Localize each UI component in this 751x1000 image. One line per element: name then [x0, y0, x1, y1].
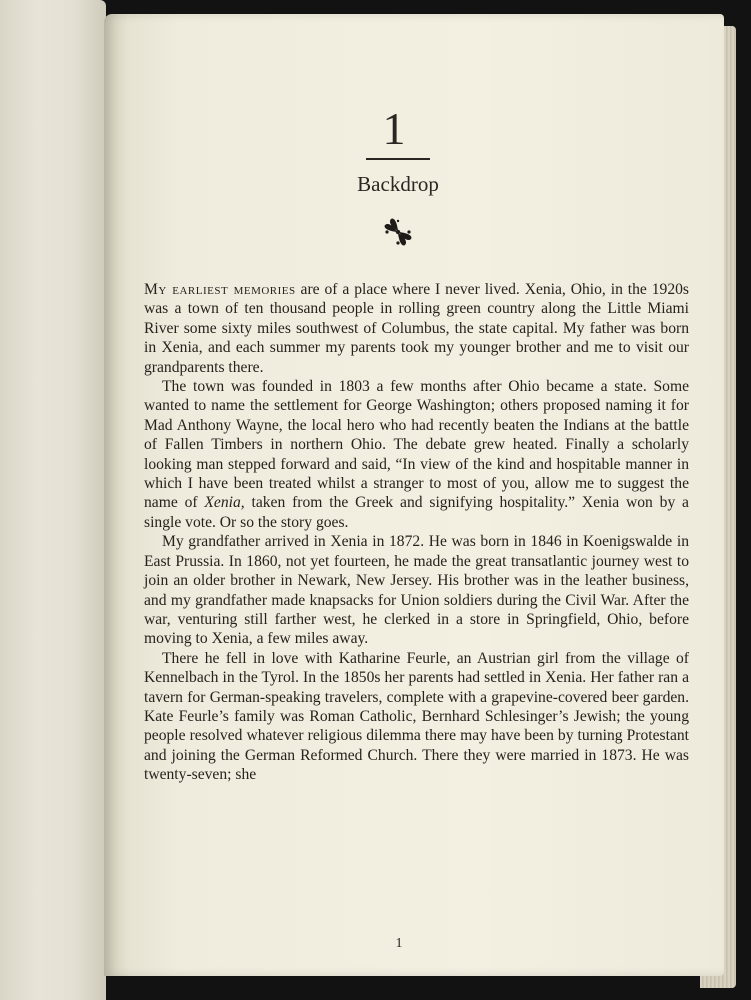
- paragraph-2-text-b: taken from the Greek and signifying hospitality.” Xenia won by a single vote. Or so the story goes.: [144, 494, 689, 531]
- chapter-body: [144, 280, 689, 785]
- paragraph-2: [144, 377, 689, 532]
- paragraph-4: There he fell in love with Katharine Feurle, an Austrian girl from the village of Kennelbach in the Tyrol. In the 1850s her parents had settled in Xenia. Her father ran a tavern for German-speaking travelers, complete with a grapevine-covered beer garden. Kate Feurle’s family was Roman Catholic, Bernhard Schlesinger’s Jewish; the young people resolved whatever religious dilemma there may have been by turning Protestant and joining the German Reformed Church. There they were married in 1873. He was twenty-seven; she: [144, 649, 689, 784]
- paragraph-3: My grandfather arrived in Xenia in 1872. He was born in 1846 in Koenigswalde in East Prussia. In 1860, not yet fourteen, he made the great transatlantic journey west to join an older brother in Newark, New Jersey. His brother was in the leather business, and my grandfather made knapsacks for Union soldiers during the Civil War. After the war, venturing still farther west, he clerked in a store in Springfield, Ohio, before moving to Xenia, a few miles away.: [144, 533, 689, 648]
- chapter-number: 1: [382, 103, 406, 154]
- chapter-rule: [366, 158, 430, 160]
- opening-smallcaps: My earliest memories: [144, 281, 296, 298]
- paragraph-1: [144, 280, 689, 377]
- paragraph-1-text: are of a place where I never lived. Xenia, Ohio, in the 1920s was a town of ten thousand people in rolling green country along the Little Miami River some sixty miles southwest of Columbus, the state capital. My father was born in Xenia, and each summer my parents took my younger brother and me to visit our grandparents there.: [144, 281, 689, 376]
- page-number: 1: [395, 936, 403, 951]
- paragraph-2-text-a: The town was founded in 1803 a few months after Ohio became a state. Some wanted to name the settlement for George Washington; others proposed naming it for Mad Anthony Wayne, the local hero who had recently beaten the Indians at the battle of Fallen Timbers in northern Ohio. The debate grew heated. Finally a scholarly looking man stepped forward and said, “In view of the kind and hospitable manner in which I have been treated whilst a stranger to most of you, allow me to suggest the name of: [144, 378, 689, 512]
- facing-page-left: [0, 0, 106, 1000]
- fleuron-icon: [382, 216, 414, 248]
- book-page: [104, 14, 724, 976]
- chapter-title: Backdrop: [357, 172, 439, 196]
- italic-word-xenia: Xenia,: [204, 494, 245, 512]
